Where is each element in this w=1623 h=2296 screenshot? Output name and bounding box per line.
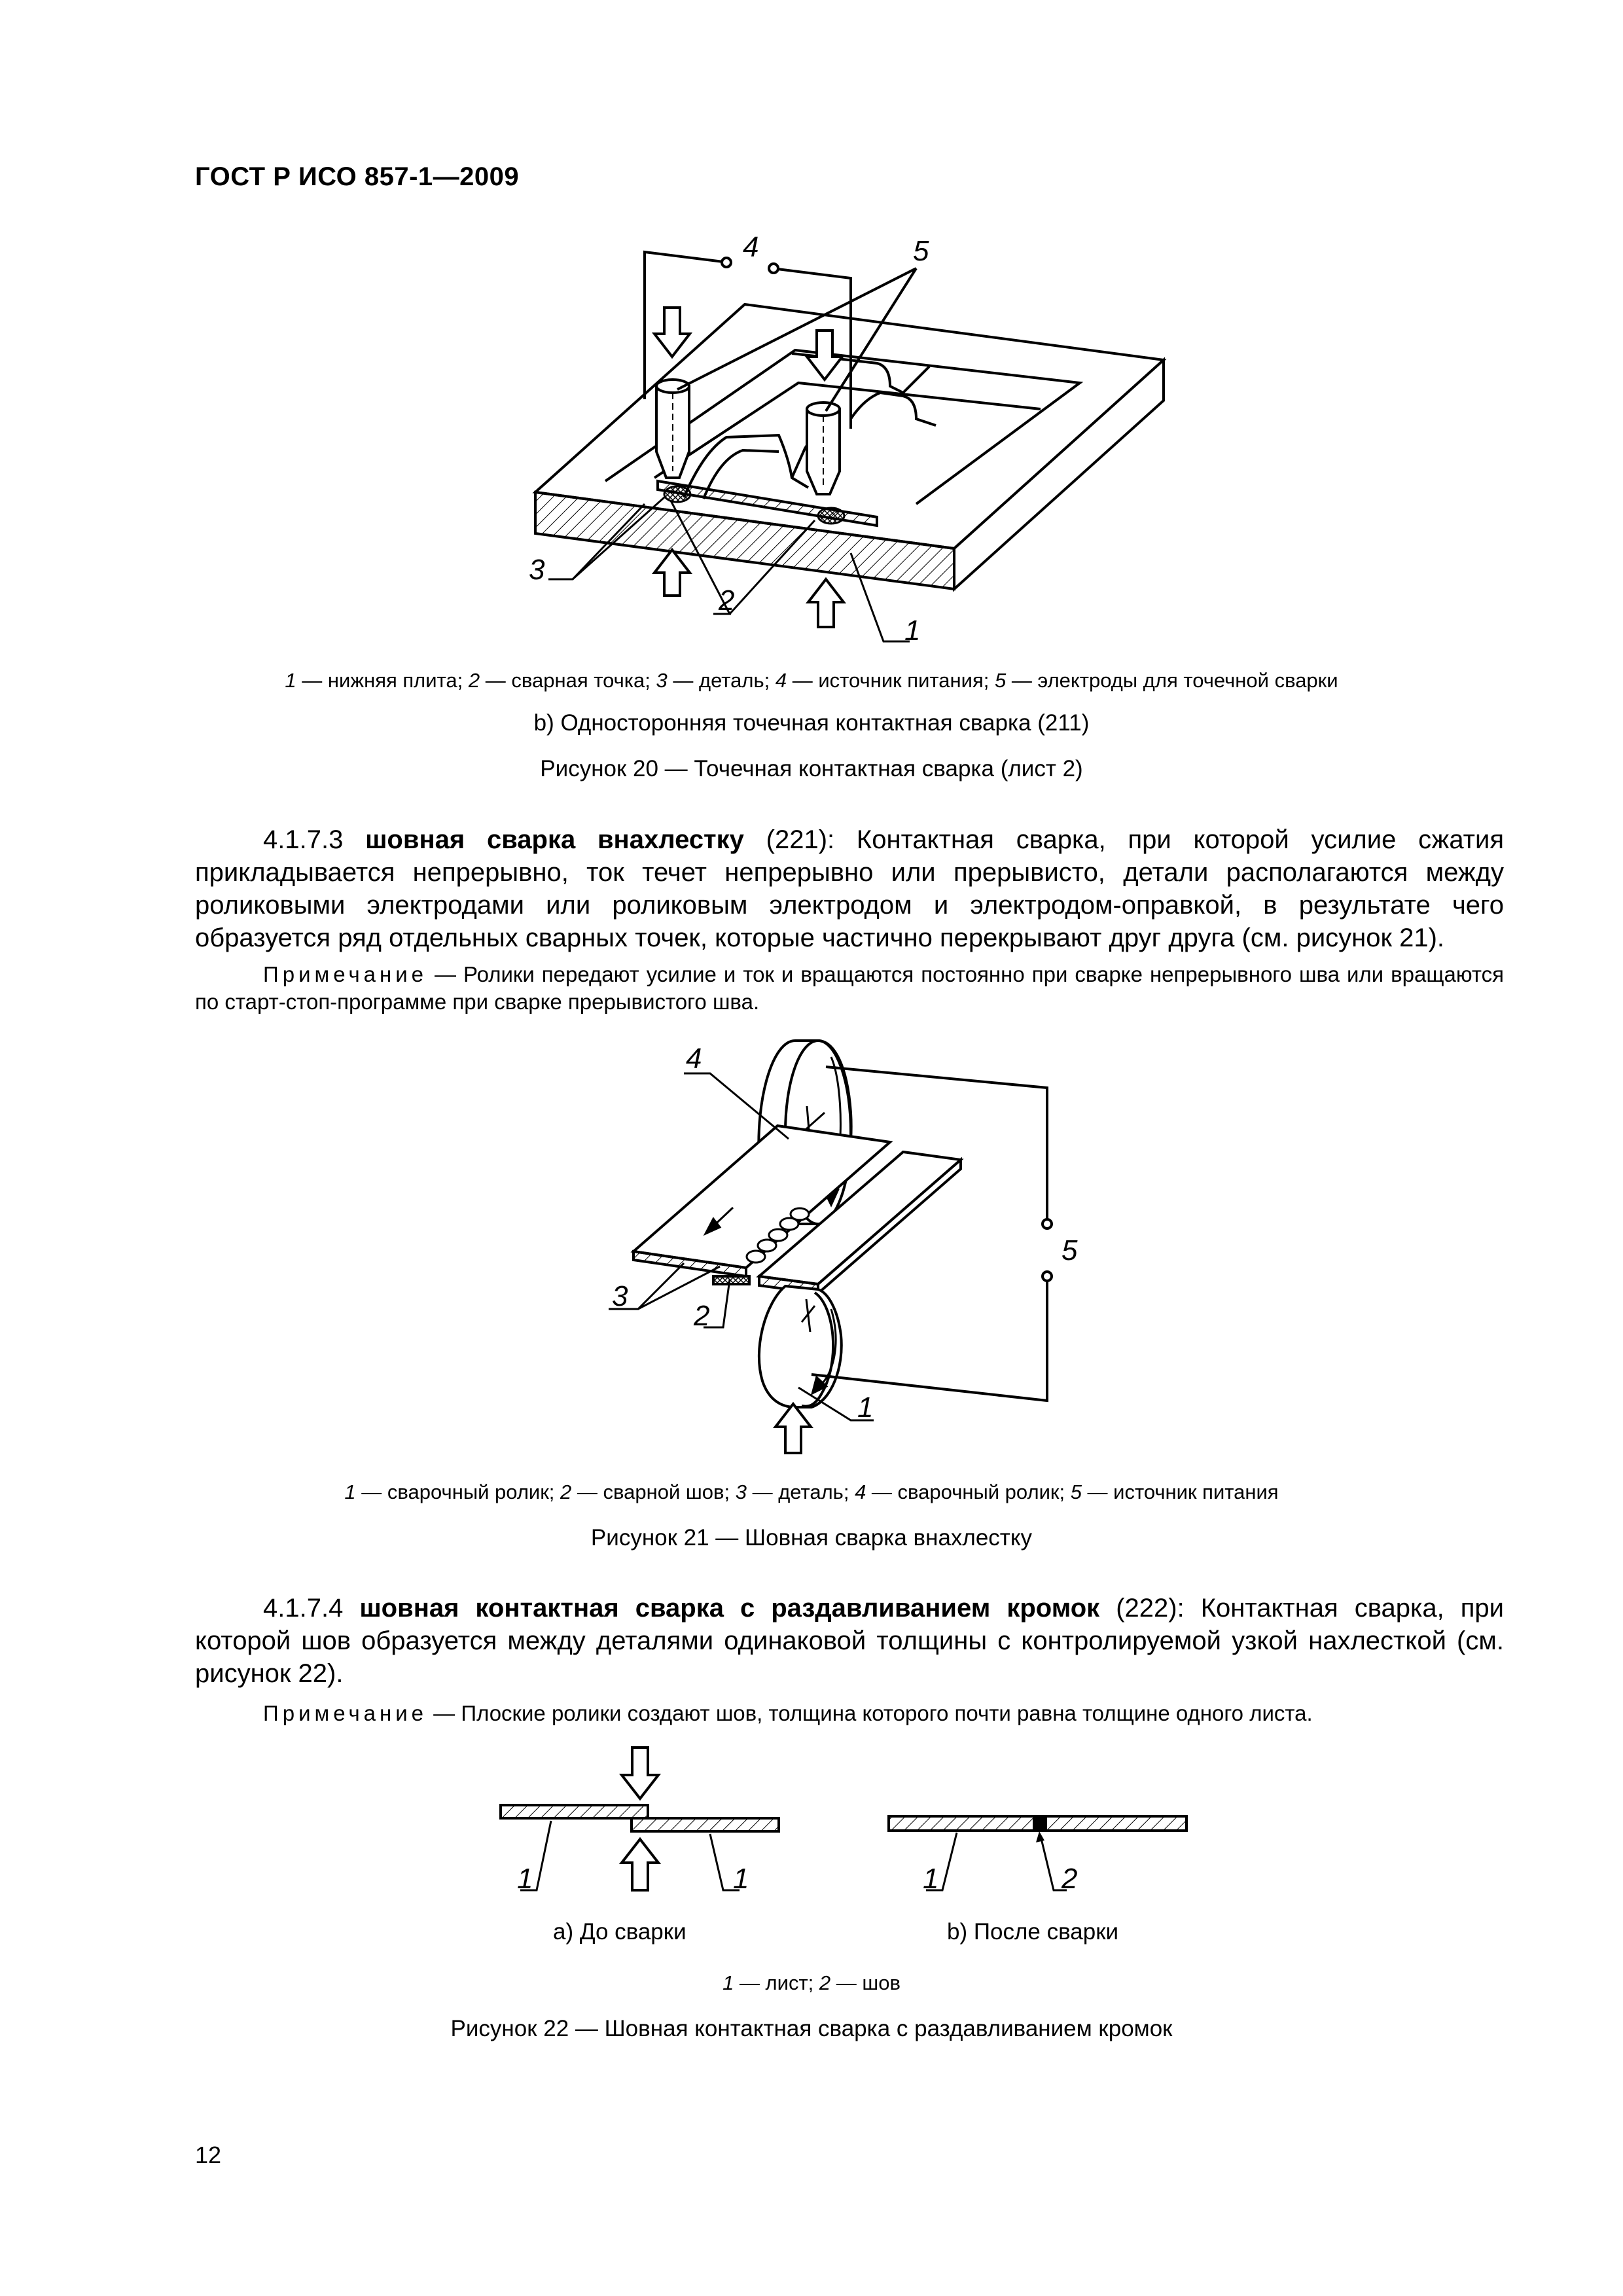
fig22a-arrow-up <box>622 1839 658 1890</box>
legend-num: 2 <box>819 1971 831 1994</box>
fig20-callout-1: 1 <box>904 615 921 647</box>
note-label: Примечание <box>263 1701 428 1725</box>
note-text: — Ролики передают усилие и ток и вращаются постоянно при сварке непрерывного шва или вращаются по старт-стоп-программе при сварке прерывистого шва. <box>195 962 1504 1014</box>
fig21-callout-2: 2 <box>694 1300 710 1332</box>
clause-number: 4.1.7.4 <box>263 1594 360 1623</box>
clause-text: (221): Контактная сварка, при которой усилие сжатия прикладывается непрерывно, ток течет непрерывно или прерывисто, детали располагаются между роликовыми электродами или роликовым электродом и электродом-оправкой, в результате чего образуется ряд отдельных сварных точек, которые частично перекрывают друг друга (см. рисунок 21). <box>195 825 1505 952</box>
fig20-callout-5: 5 <box>913 235 929 267</box>
fig20-callout-4: 4 <box>743 231 759 263</box>
legend-text: — сварочный ролик; <box>866 1480 1071 1503</box>
fig21-callout-1: 1 <box>857 1391 874 1424</box>
figure-22-legend <box>0 1971 1623 1995</box>
legend-num: 1 <box>722 1971 734 1994</box>
fig22a-sheets <box>501 1805 779 1831</box>
figure-22-subcaption-a: а) До сварки <box>553 1919 687 1945</box>
note-text: — Плоские ролики создают шов, толщина которого почти равна толщине одного листа. <box>427 1701 1313 1725</box>
legend-text: — электроды для точечной сварки <box>1006 669 1338 692</box>
fig21-callout-3: 3 <box>612 1280 628 1312</box>
fig21-callout-5: 5 <box>1061 1234 1078 1266</box>
fig22b-sheet <box>889 1816 1186 1831</box>
fig20-callout-2: 2 <box>719 584 735 617</box>
legend-text: — нижняя плита; <box>296 669 469 692</box>
fig22b-callout-1: 1 <box>923 1863 939 1895</box>
legend-num: 2 <box>560 1480 572 1503</box>
fig22a-callout-1-left: 1 <box>517 1863 533 1895</box>
legend-num: 5 <box>994 669 1007 692</box>
fig22a-arrow-down <box>622 1748 658 1799</box>
legend-num: 3 <box>656 669 668 692</box>
note-label: Примечание <box>263 962 428 986</box>
legend-text: — деталь; <box>746 1480 855 1503</box>
clause-text: (222): Контактная сварка, при которой шов образуется между деталями одинаковой толщины с контролируемой узкой нахлесткой (см. рисунок 22). <box>195 1594 1504 1688</box>
legend-num: 3 <box>735 1480 747 1503</box>
legend-text: — шов <box>830 1971 901 1994</box>
clause-term: шовная сварка внахлестку <box>365 825 744 854</box>
fig20-callout-3: 3 <box>529 554 545 586</box>
figure-22-caption: Рисунок 22 — Шовная контактная сварка с раздавливанием кромок <box>450 2016 1173 2041</box>
legend-text: — источник питания; <box>787 669 995 692</box>
legend-text: — сварочный ролик; <box>355 1480 561 1503</box>
legend-text: — деталь; <box>667 669 776 692</box>
fig22b-callout-2: 2 <box>1061 1863 1078 1895</box>
legend-text: — сварная точка; <box>480 669 656 692</box>
legend-num: 2 <box>468 669 480 692</box>
fig21-callout-4: 4 <box>686 1043 702 1075</box>
legend-num: 5 <box>1070 1480 1082 1503</box>
clause-term: шовная контактная сварка с раздавливанием кромок <box>359 1594 1100 1623</box>
legend-text: — источник питания <box>1081 1480 1279 1503</box>
legend-text: — лист; <box>734 1971 819 1994</box>
legend-num: 1 <box>285 669 296 692</box>
fig22a-callout-1-right: 1 <box>733 1863 749 1895</box>
clause-number: 4.1.7.3 <box>263 825 366 854</box>
page-number: 12 <box>195 2142 222 2168</box>
legend-text: — сварной шов; <box>571 1480 736 1503</box>
figure-20-subcaption: b) Односторонняя точечная контактная сварка (211) <box>533 710 1090 736</box>
figure-21-caption: Рисунок 21 — Шовная сварка внахлестку <box>590 1525 1033 1551</box>
figure-22-subcaption-b: b) После сварки <box>947 1919 1119 1945</box>
legend-num: 4 <box>775 669 787 692</box>
legend-num: 1 <box>344 1480 356 1503</box>
document-header: ГОСТ Р ИСО 857-1—2009 <box>195 162 520 191</box>
figure-20-caption: Рисунок 20 — Точечная контактная сварка (лист 2) <box>540 756 1083 781</box>
legend-num: 4 <box>855 1480 866 1503</box>
